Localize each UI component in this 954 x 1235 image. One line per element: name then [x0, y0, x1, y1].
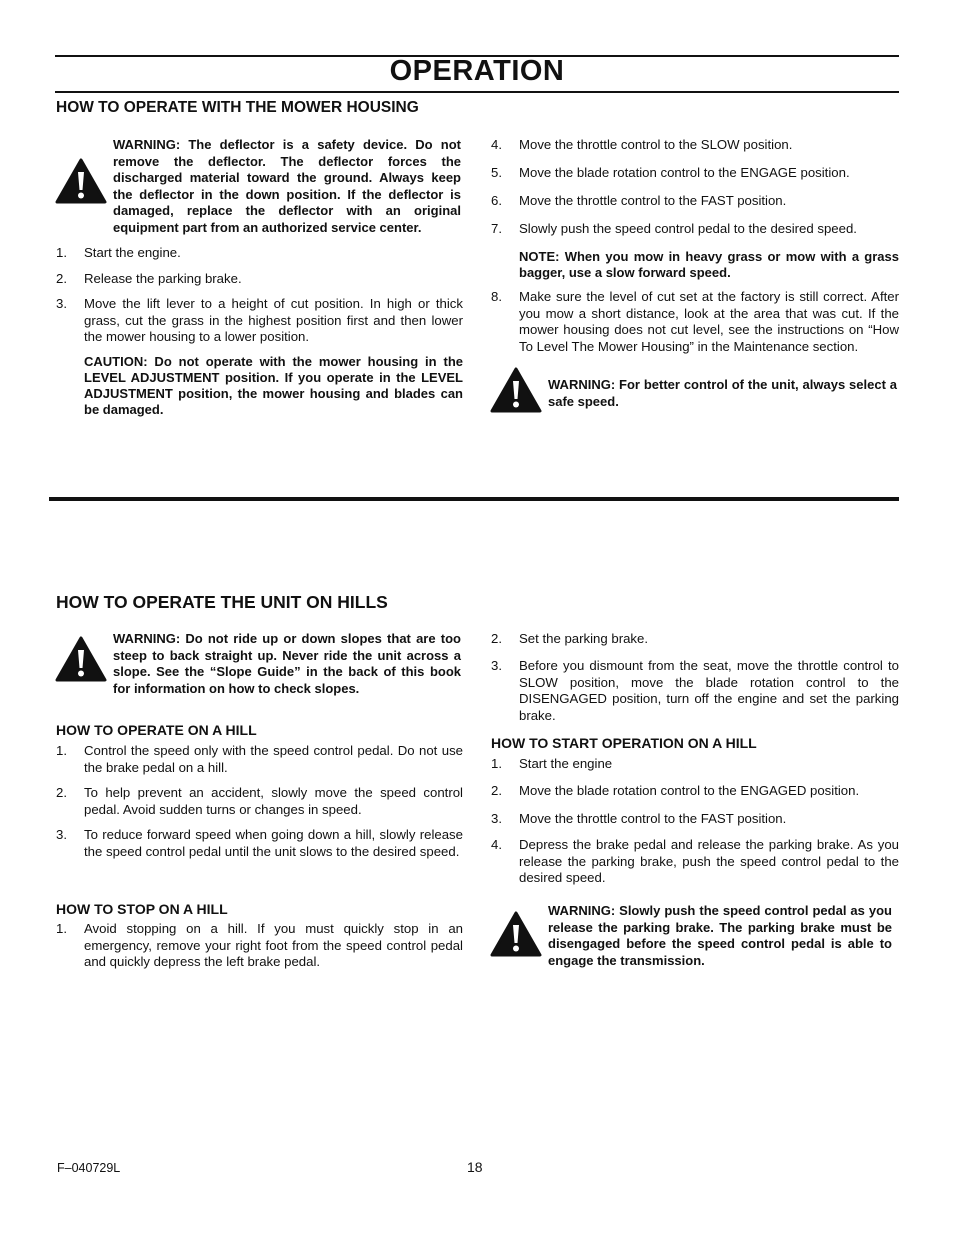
step-number: 5. — [491, 165, 502, 180]
step-text: Avoid stopping on a hill. If you must quickly stop in an emergency, remove your right foot from the speed control pedal and quickly depress the left brake pedal. — [84, 921, 463, 969]
parking-brake-warning: WARNING: Slowly push the speed control pedal as you release the parking brake. The parking brake must be disengaged before the speed control pedal is able to engage the transmission. — [548, 903, 892, 968]
level-adjustment-caution: CAUTION: Do not operate with the mower housing in the LEVEL ADJUSTMENT position. If you operate in the LEVEL ADJUSTMENT position, the mower housing and blades can be damaged. — [84, 354, 463, 417]
step-number: 1. — [56, 921, 67, 936]
step-text: Before you dismount from the seat, move the throttle control to SLOW position, move the blade rotation control to the DISENGAGED position, turn off the engine and set the parking brake. — [519, 658, 899, 723]
title-rule — [55, 91, 899, 93]
step-text: Make sure the level of cut set at the factory is still correct. After you mow a short distance, look at the area that was cut. If the mower housing does not cut level, see the instructions on “How To Level The Mower Housing” in the Maintenance section. — [519, 289, 899, 354]
step-number: 2. — [491, 783, 502, 798]
section-heading-hills: HOW TO OPERATE THE UNIT ON HILLS — [56, 592, 388, 612]
step-text: Move the throttle control to the SLOW position. — [519, 137, 793, 152]
step-text: Move the lift lever to a height of cut position. In high or thick grass, cut the grass in the highest position first and then lower the mower housing to a lower position. — [84, 296, 463, 344]
warning-triangle-icon — [55, 636, 107, 682]
step-number: 3. — [56, 827, 67, 842]
step-number: 2. — [56, 785, 67, 800]
deflector-warning: WARNING: The deflector is a safety device. Do not remove the deflector. The deflector forces the discharged material toward the ground. Always keep the deflector in the down position. If the deflector is damaged, replace the deflector with an original equipment part from an authorized service center. — [113, 137, 461, 235]
section-heading-mower-housing: HOW TO OPERATE WITH THE MOWER HOUSING — [56, 99, 419, 116]
step-text: To reduce forward speed when going down a hill, slowly release the speed control pedal until the unit slows to the desired speed. — [84, 827, 463, 859]
step-number: 3. — [491, 811, 502, 826]
warning-triangle-icon — [55, 158, 107, 204]
step-text: Move the blade rotation control to the ENGAGED position. — [519, 783, 860, 798]
document-number: F–040729L — [57, 1161, 121, 1175]
step-number: 2. — [491, 631, 502, 646]
step-number: 3. — [491, 658, 502, 673]
step-text: Move the throttle control to the FAST position. — [519, 193, 787, 208]
step-text: Move the blade rotation control to the ENGAGE position. — [519, 165, 850, 180]
page-title: OPERATION — [389, 55, 565, 87]
step-text: Move the throttle control to the FAST position. — [519, 811, 787, 826]
step-text: To help prevent an accident, slowly move the speed control pedal. Avoid sudden turns or changes in speed. — [84, 785, 463, 817]
step-text: Control the speed only with the speed control pedal. Do not use the brake pedal on a hill. — [84, 743, 463, 775]
subheading-start-on-hill: HOW TO START OPERATION ON A HILL — [491, 735, 757, 751]
step-number: 2. — [56, 271, 67, 286]
step-number: 4. — [491, 137, 502, 152]
step-text: Set the parking brake. — [519, 631, 649, 646]
subheading-operate-on-hill: HOW TO OPERATE ON A HILL — [56, 722, 257, 738]
step-text: Slowly push the speed control pedal to the desired speed. — [519, 221, 857, 236]
step-text: Start the engine — [519, 756, 613, 771]
section-divider — [49, 497, 899, 501]
step-number: 1. — [491, 756, 502, 771]
slope-warning: WARNING: Do not ride up or down slopes that are too steep to back straight up. Never ride the unit across a slope. See the “Slope Guide” in the back of this book for information on how to check slopes. — [113, 631, 461, 696]
step-number: 1. — [56, 743, 67, 758]
warning-triangle-icon — [490, 911, 542, 957]
step-number: 3. — [56, 296, 67, 311]
page-number: 18 — [467, 1159, 483, 1175]
step-number: 7. — [491, 221, 502, 236]
step-text: Depress the brake pedal and release the parking brake. As you release the parking brake, push the speed control pedal to the desired speed. — [519, 837, 899, 885]
step-number: 8. — [491, 289, 502, 304]
warning-triangle-icon — [490, 367, 542, 413]
step-text: Release the parking brake. — [84, 271, 242, 286]
step-text: Start the engine. — [84, 245, 181, 260]
heavy-grass-note: NOTE: When you mow in heavy grass or mow with a grass bagger, use a slow forward speed. — [519, 249, 899, 280]
safe-speed-warning: WARNING: For better control of the unit, always select a safe speed. — [548, 377, 897, 409]
subheading-stop-on-hill: HOW TO STOP ON A HILL — [56, 901, 228, 917]
step-number: 1. — [56, 245, 67, 260]
step-number: 6. — [491, 193, 502, 208]
step-number: 4. — [491, 837, 502, 852]
